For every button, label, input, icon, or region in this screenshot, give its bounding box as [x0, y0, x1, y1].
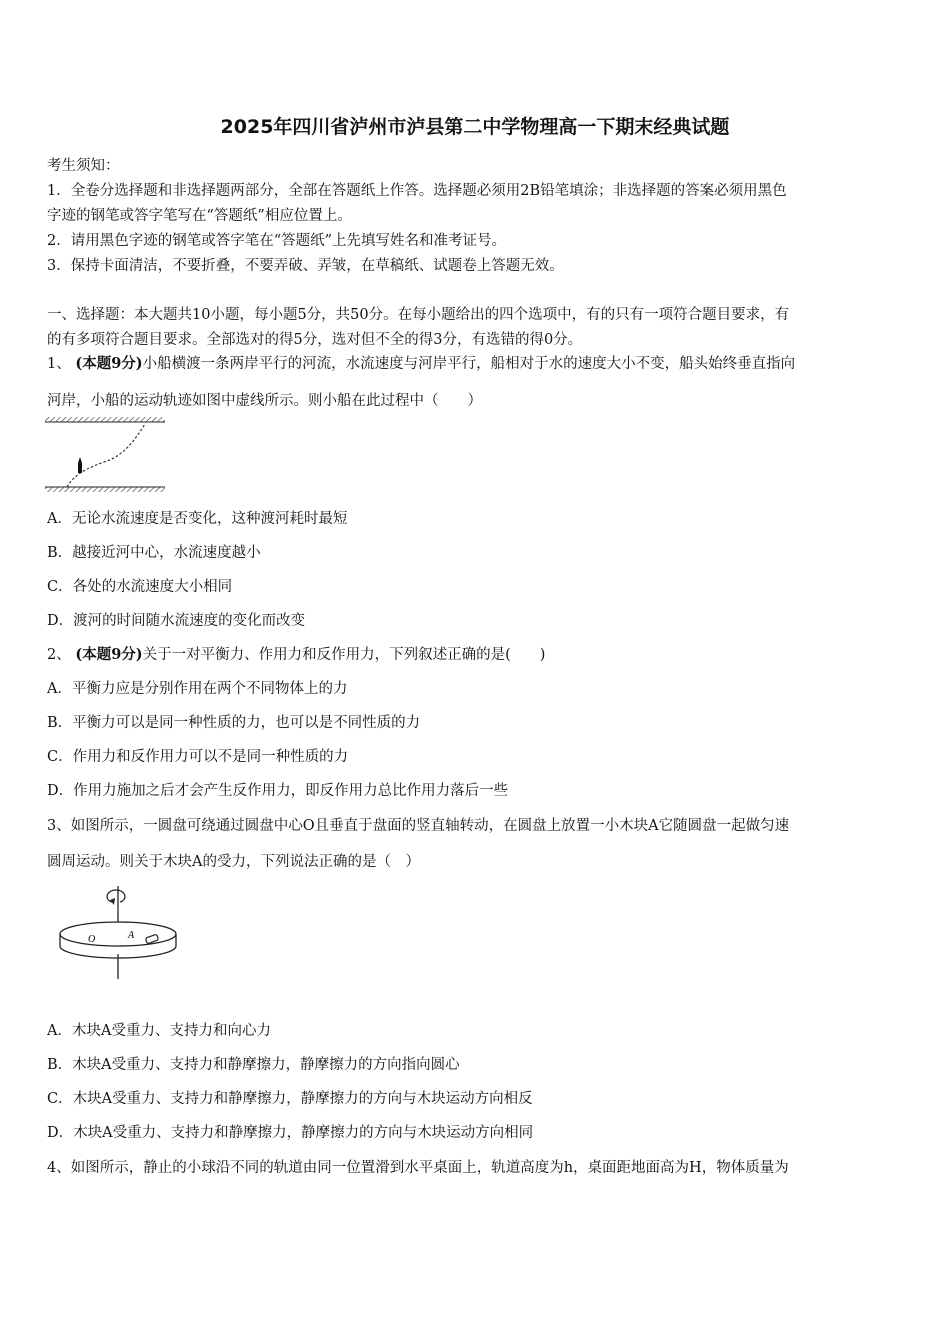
notice-item: 字迹的钢笔或答字笔写在“答题纸”相应位置上。 — [47, 208, 352, 224]
upper-bank — [45, 417, 165, 422]
notice-item: 1．全卷分选择题和非选择题两部分，全部在答题纸上作答。选择题必须用2B铅笔填涂；非选择题的答案必须用黑色 — [47, 183, 787, 199]
question-1-stem — [47, 352, 907, 373]
section-intro: 一、选择题：本大题共10小题，每小题5分，共50分。在每小题给出的四个选项中，有的只有一项符合题目要求，有 — [47, 307, 790, 323]
option-a: A．平衡力应是分别作用在两个不同物体上的力 — [47, 681, 348, 697]
question-number: 1、 — [47, 356, 71, 372]
option-d: D．作用力施加之后才会产生反作用力，即反作用力总比作用力落后一些 — [47, 783, 509, 799]
notice-item: 2．请用黑色字迹的钢笔或答字笔在“答题纸”上先填写姓名和准考证号。 — [47, 233, 507, 249]
river-boat-figure — [45, 415, 167, 495]
disk-top — [60, 922, 176, 946]
rotation-arrow-icon — [107, 890, 125, 902]
rotating-disk-figure — [54, 882, 184, 982]
question-score: (本题9分) — [75, 646, 143, 663]
section-intro: 的有多项符合题目要求。全部选对的得5分，选对但不全的得3分，有选错的得0分。 — [47, 332, 583, 348]
question-score: (本题9分) — [75, 355, 143, 372]
option-c: C．作用力和反作用力可以不是同一种性质的力 — [47, 749, 349, 765]
question-2-stem — [47, 643, 907, 664]
lower-bank — [45, 487, 165, 492]
boat-trajectory — [67, 424, 145, 487]
question-3-stem-cont: 圆周运动。则关于木块A的受力，下列说法正确的是（ ） — [47, 854, 420, 870]
option-b: B．越接近河中心，水流速度越小 — [47, 545, 261, 561]
boat-icon — [78, 457, 82, 473]
question-number: 2、 — [47, 647, 71, 663]
option-d: D．渡河的时间随水流速度的变化而改变 — [47, 613, 306, 629]
option-d: D．木块A受重力、支持力和静摩擦力，静摩擦力的方向与木块运动方向相同 — [47, 1125, 534, 1141]
option-a: A．无论水流速度是否变化，这种渡河耗时最短 — [47, 511, 348, 527]
label-a: A — [128, 930, 135, 941]
question-text: 关于一对平衡力、作用力和反作用力，下列叙述正确的是( ) — [142, 647, 546, 663]
option-b: B．平衡力可以是同一种性质的力，也可以是不同性质的力 — [47, 715, 421, 731]
label-o: O — [88, 934, 96, 945]
notice-item: 3．保持卡面清洁，不要折叠，不要弄破、弄皱，在草稿纸、试题卷上答题无效。 — [47, 258, 564, 274]
question-1-stem-cont: 河岸，小船的运动轨迹如图中虚线所示。则小船在此过程中（ ） — [47, 393, 482, 409]
option-a: A．木块A受重力、支持力和向心力 — [47, 1023, 271, 1039]
option-c: C．各处的水流速度大小相同 — [47, 579, 233, 595]
question-4-stem: 4、如图所示，静止的小球沿不同的轨道由同一位置滑到水平桌面上，轨道高度为h，桌面距地面高为H，物体质量为 — [47, 1160, 789, 1176]
option-b: B．木块A受重力、支持力和静摩擦力，静摩擦力的方向指向圆心 — [47, 1057, 460, 1073]
notice-heading: 考生须知： — [47, 158, 120, 174]
page-title: 2025年四川省泸州市泸县第二中学物理高一下期末经典试题 — [220, 116, 730, 138]
option-c: C．木块A受重力、支持力和静摩擦力，静摩擦力的方向与木块运动方向相反 — [47, 1091, 533, 1107]
question-text: 小船横渡一条两岸平行的河流，水流速度与河岸平行，船相对于水的速度大小不变，船头始终垂直指向 — [142, 356, 796, 372]
question-3-stem: 3、如图所示，一圆盘可绕通过圆盘中心O且垂直于盘面的竖直轴转动，在圆盘上放置一小木块A它随圆盘一起做匀速 — [47, 818, 790, 834]
